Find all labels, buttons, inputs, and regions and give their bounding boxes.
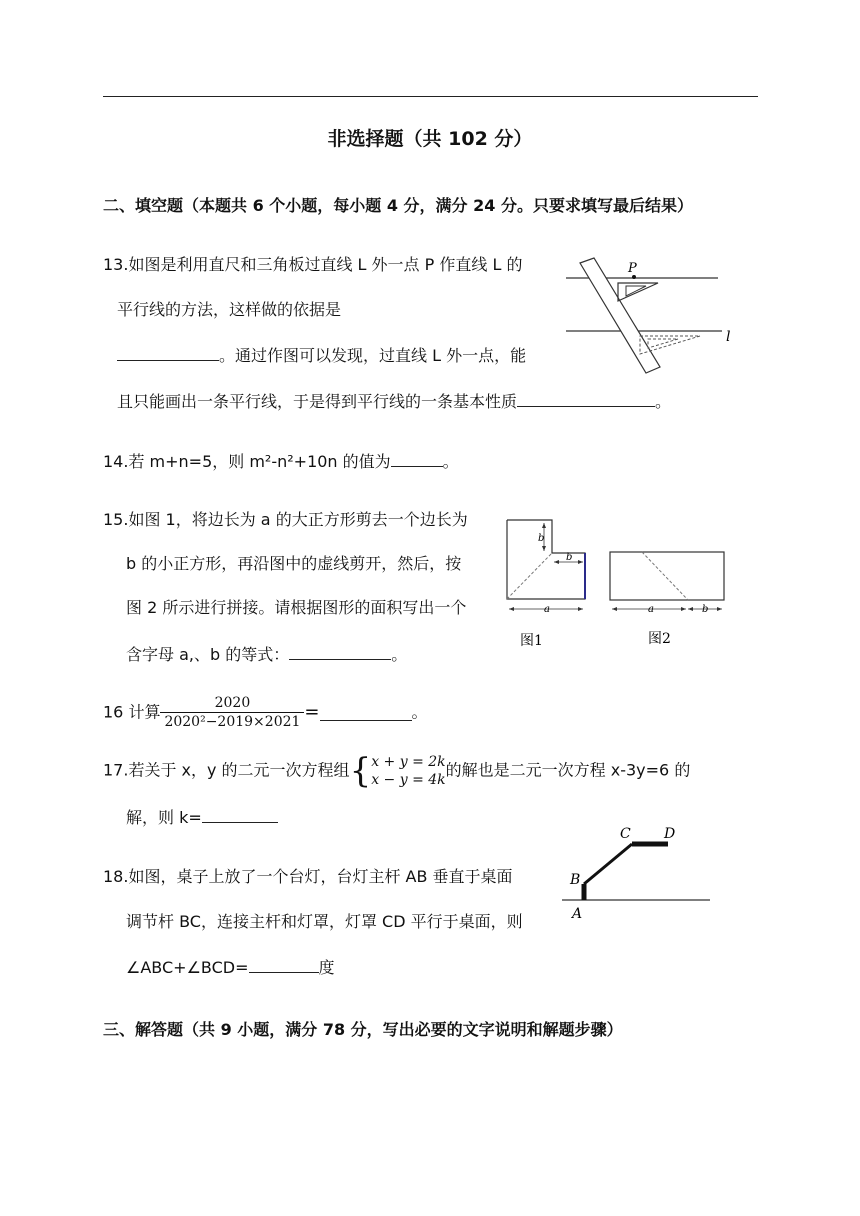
q18-line2: 调节杆 BC，连接主杆和灯罩，灯罩 CD 平行于桌面，则 (126, 912, 523, 931)
q15-line1: 15.如图 1，将边长为 a 的大正方形剪去一个边长为 (103, 510, 468, 529)
q18-fig-label-d: D (664, 826, 676, 842)
q15-line2: b 的小正方形，再沿图中的虚线剪开，然后，按 (126, 554, 462, 573)
q13-fig-label-p: P (628, 261, 637, 276)
q16-denominator: 2020²−2019×2021 (160, 712, 304, 731)
q13-answer-blank-1[interactable] (117, 344, 219, 361)
q14-line: 14.若 m+n=5，则 m²-n²+10n 的值为 。 (103, 452, 459, 471)
section-2-heading: 二、填空题（本题共 6 个小题，每小题 4 分，满分 24 分。只要求填写最后结果） (103, 196, 693, 215)
q13-line1: 13.如图是利用直尺和三角板过直线 L 外一点 P 作直线 L 的 (103, 255, 523, 274)
section-3-heading: 三、解答题（共 9 小题，满分 78 分，写出必要的文字说明和解题步骤） (103, 1020, 623, 1039)
q18-line1: 18.如图，桌子上放了一个台灯，台灯主杆 AB 垂直于桌面 (103, 867, 513, 886)
q13-line3: 。通过作图可以发现，过直线 L 外一点，能 (117, 344, 526, 367)
q15-fig2-caption: 图2 (648, 631, 671, 647)
q13-line2: 平行线的方法，这样做的依据是 (117, 300, 342, 319)
q16-numerator: 2020 (214, 695, 251, 711)
q18-fig-label-a: A (572, 906, 583, 922)
q16-line: 16 计算 $\frac{2020}{\text{2020²−2019×2021}}$ = 。 (103, 695, 428, 730)
q17-line2: 解，则 k= (126, 806, 278, 829)
q13-line4: 且只能画出一条平行线，于是得到平行线的一条基本性质 。 (117, 392, 672, 411)
q14-answer-blank[interactable] (391, 450, 443, 467)
q15-figure (500, 515, 740, 655)
q17-equation-system: x + y = 2k x − y = 4k (371, 753, 446, 788)
q15-line3: 图 2 所示进行拼接。请根据图形的面积写出一个 (126, 598, 467, 617)
q18-fig-label-b: B (570, 872, 581, 888)
q15-answer-blank[interactable] (289, 643, 391, 660)
q17-answer-blank[interactable] (202, 806, 278, 823)
q15-fig1-caption: 图1 (520, 633, 543, 649)
q17-line1: 17.若关于 x，y 的二元一次方程组{ x + y = 2k x − y = 4k 的解也是二元一次方程 x-3y=6 的 (103, 750, 691, 791)
q15-line4: 含字母 a,、b 的等式： 。 (126, 645, 408, 664)
q15-fig2-label-a: a (648, 604, 654, 615)
q13-figure (560, 255, 740, 380)
q16-fraction (160, 694, 304, 731)
q13-fig-label-l: l (726, 329, 731, 345)
q15-fig1-label-a: a (544, 604, 550, 615)
q18-answer-blank[interactable] (249, 956, 319, 973)
q13-answer-blank-2[interactable] (517, 390, 655, 407)
q15-fig2-label-b: b (702, 604, 709, 615)
top-rule (103, 96, 758, 97)
q15-fig1-label-b-horizontal: b (566, 552, 573, 563)
page-title: 非选择题（共 102 分） (327, 128, 533, 150)
q16-answer-blank[interactable] (320, 704, 412, 721)
q18-figure (560, 818, 720, 928)
q18-line3: ∠ABC+∠BCD= 度 (126, 958, 335, 977)
q18-fig-label-c: C (620, 826, 631, 842)
q15-fig1-label-b-vertical: b (538, 533, 545, 544)
